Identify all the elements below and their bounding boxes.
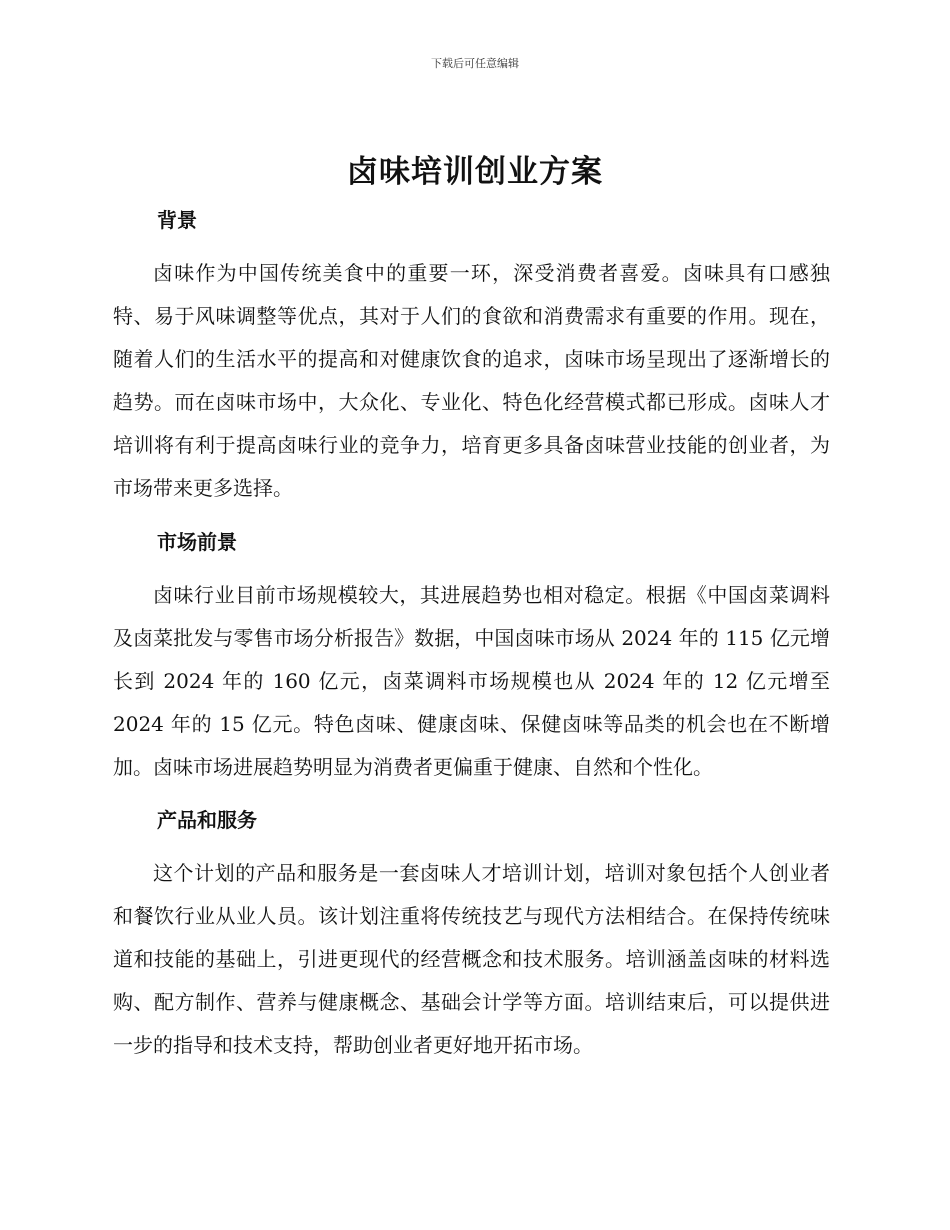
section-paragraph-market-outlook: 卤味行业目前市场规模较大，其进展趋势也相对稳定。根据《中国卤菜调料及卤菜批发与零售市场分析报告》数据，中国卤味市场从 2024 年的 115 亿元增长到 2024 年的 160 亿元，卤菜调料市场规模也从 2024 年的 12 亿元增至 2024 年的 15 亿元。特色卤味、健康卤味、保健卤味等品类的机会也在不断增加。卤味市场进展趋势明显为消费者更偏重于健康、自然和个性化。 xyxy=(113,583,830,779)
section-heading-background: 背景 xyxy=(157,208,197,232)
section-heading-market-outlook: 市场前景 xyxy=(157,530,237,554)
section-paragraph-products-services: 这个计划的产品和服务是一套卤味人才培训计划，培训对象包括个人创业者和餐饮行业从业人员。该计划注重将传统技艺与现代方法相结合。在保持传统味道和技能的基础上，引进更现代的经营概念和技术服务。培训涵盖卤味的材料选购、配方制作、营养与健康概念、基础会计学等方面。培训结束后，可以提供进一步的指导和技术支持，帮助创业者更好地开拓市场。 xyxy=(113,861,830,1057)
document-title: 卤味培训创业方案 xyxy=(347,154,603,190)
section-heading-products-services: 产品和服务 xyxy=(157,808,257,832)
header-note: 下载后可任意编辑 xyxy=(431,57,519,70)
section-paragraph-background: 卤味作为中国传统美食中的重要一环，深受消费者喜爱。卤味具有口感独特、易于风味调整等优点，其对于人们的食欲和消费需求有重要的作用。现在，随着人们的生活水平的提高和对健康饮食的追求，卤味市场呈现出了逐渐增长的趋势。而在卤味市场中，大众化、专业化、特色化经营模式都已形成。卤味人才培训将有利于提高卤味行业的竞争力，培育更多具备卤味营业技能的创业者，为市场带来更多选择。 xyxy=(113,261,830,500)
